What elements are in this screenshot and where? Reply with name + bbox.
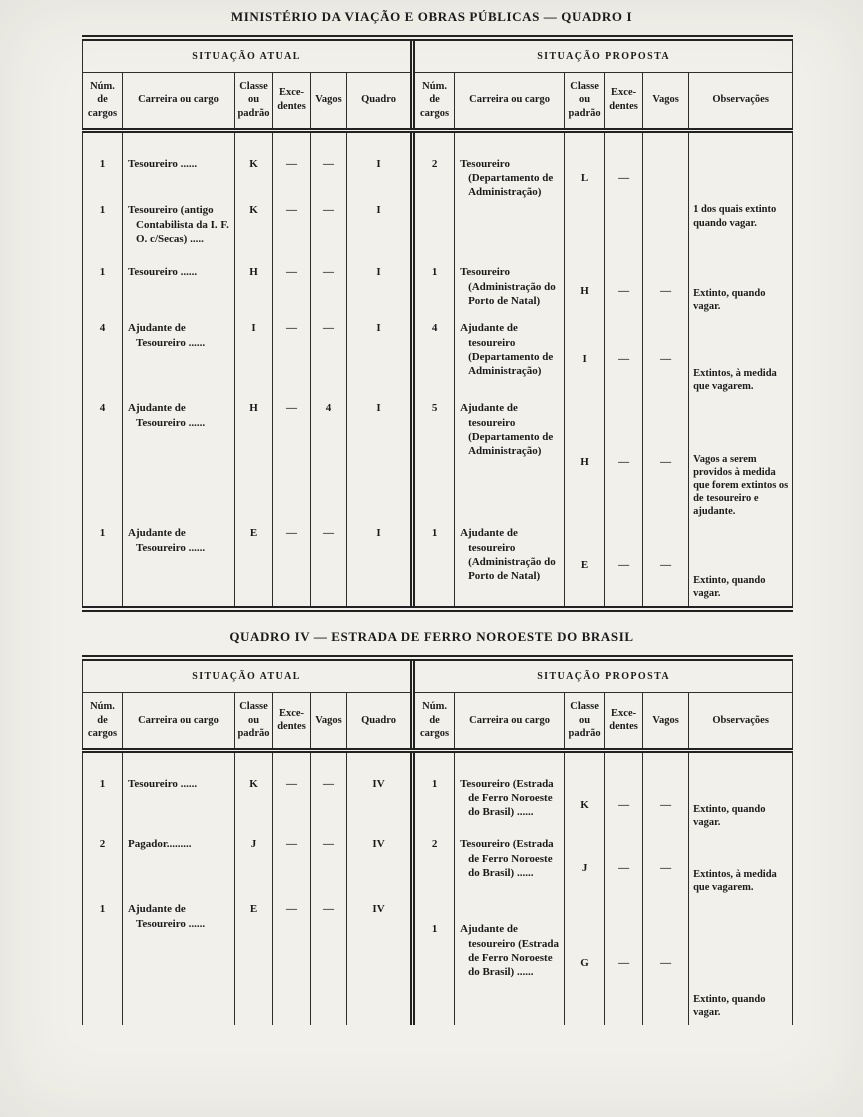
- cell-excedentes-proposta: [605, 201, 643, 263]
- cell-carreira-proposta: Tesoureiro (Estrada de Ferro Noroeste do Brasil) ......: [455, 750, 565, 835]
- cell-num-proposta: 2: [413, 835, 455, 900]
- cell-classe-proposta: J: [565, 835, 605, 900]
- cell-carreira-atual: Tesoureiro (antigo Contabilista da I. F. O. c/Secas) .....: [123, 201, 235, 263]
- cell-num-proposta: 1: [413, 524, 455, 609]
- cell-observacoes-proposta: Vagos a serem providos à medida que forem extintos os de tesoureiro e ajudante.: [689, 399, 793, 524]
- col-header-num-atual: Núm. de cargos: [83, 692, 123, 750]
- cell-carreira-proposta: Tesoureiro (Departamento de Administração): [455, 130, 565, 201]
- cell-vagos-atual: —: [311, 900, 347, 1025]
- table-row: [83, 835, 793, 900]
- cell-classe-proposta: [565, 201, 605, 263]
- cell-classe-atual: E: [235, 524, 273, 609]
- col-header-observacoes-proposta: Observações: [689, 692, 793, 750]
- cell-observacoes-proposta: Extinto, quando vagar.: [689, 263, 793, 319]
- section-header-row: [83, 38, 793, 72]
- cell-carreira-proposta: Ajudante de tesoureiro (Estrada de Ferro Noroeste do Brasil) ......: [455, 900, 565, 1025]
- page-title-quadro4: QUADRO IV — ESTRADA DE FERRO NOROESTE DO BRASIL: [229, 629, 634, 645]
- cell-vagos-proposta: [643, 130, 689, 201]
- cell-excedentes-proposta: —: [605, 319, 643, 399]
- cell-num-proposta: 1: [413, 263, 455, 319]
- cell-classe-atual: H: [235, 263, 273, 319]
- cell-carreira-atual: Ajudante de Tesoureiro ......: [123, 900, 235, 1025]
- cell-excedentes-atual: —: [273, 524, 311, 609]
- cell-observacoes-proposta: Extinto, quando vagar.: [689, 750, 793, 835]
- col-header-classe-atual: Classe ou padrão: [235, 692, 273, 750]
- section-header-proposta: SITUAÇÃO PROPOSTA: [413, 658, 793, 692]
- col-header-excedentes-atual: Exce- dentes: [273, 72, 311, 130]
- cell-classe-proposta: H: [565, 399, 605, 524]
- col-header-vagos-atual: Vagos: [311, 692, 347, 750]
- cell-classe-proposta: G: [565, 900, 605, 1025]
- col-header-excedentes-atual: Exce- dentes: [273, 692, 311, 750]
- cell-quadro-atual: I: [347, 319, 413, 399]
- cell-classe-atual: J: [235, 835, 273, 900]
- cell-excedentes-proposta: —: [605, 524, 643, 609]
- cell-num-atual: 4: [83, 319, 123, 399]
- page-title-quadro1: MINISTÉRIO DA VIAÇÃO E OBRAS PÚBLICAS — QUADRO I: [230, 9, 633, 24]
- cell-excedentes-atual: —: [273, 750, 311, 835]
- table-row: [83, 130, 793, 201]
- cell-vagos-proposta: —: [643, 835, 689, 900]
- col-header-classe-atual: Classe ou padrão: [235, 72, 273, 130]
- cell-excedentes-proposta: —: [605, 399, 643, 524]
- cell-quadro-atual: I: [347, 524, 413, 609]
- cell-vagos-proposta: —: [643, 524, 689, 609]
- col-header-classe-proposta: Classe ou padrão: [565, 692, 605, 750]
- table-row: [83, 750, 793, 835]
- cell-carreira-atual: Tesoureiro ......: [123, 750, 235, 835]
- cell-carreira-proposta: Ajudante de tesoureiro (Administração do Porto de Natal): [455, 524, 565, 609]
- cell-vagos-proposta: —: [643, 319, 689, 399]
- cell-observacoes-proposta: Extinto, quando vagar.: [689, 524, 793, 609]
- cell-num-atual: 1: [83, 130, 123, 201]
- section-header-atual: SITUAÇÃO ATUAL: [83, 38, 413, 72]
- cell-quadro-atual: I: [347, 399, 413, 524]
- cell-vagos-proposta: —: [643, 263, 689, 319]
- cell-carreira-atual: Ajudante de Tesoureiro ......: [123, 399, 235, 524]
- section-header-row: [83, 658, 793, 692]
- table-quadro1: [82, 35, 793, 612]
- cell-vagos-atual: —: [311, 263, 347, 319]
- cell-classe-atual: K: [235, 130, 273, 201]
- cell-excedentes-atual: —: [273, 201, 311, 263]
- section-header-proposta: SITUAÇÃO PROPOSTA: [413, 38, 793, 72]
- cell-classe-atual: K: [235, 750, 273, 835]
- cell-vagos-atual: —: [311, 201, 347, 263]
- cell-quadro-atual: IV: [347, 750, 413, 835]
- cell-vagos-atual: —: [311, 524, 347, 609]
- cell-excedentes-atual: —: [273, 399, 311, 524]
- cell-classe-atual: H: [235, 399, 273, 524]
- cell-carreira-atual: Ajudante de Tesoureiro ......: [123, 524, 235, 609]
- cell-num-proposta: 1: [413, 750, 455, 835]
- cell-vagos-proposta: —: [643, 399, 689, 524]
- cell-carreira-proposta: Ajudante de tesoureiro (Departamento de Administração): [455, 319, 565, 399]
- cell-vagos-atual: —: [311, 835, 347, 900]
- cell-vagos-atual: 4: [311, 399, 347, 524]
- cell-observacoes-proposta: [689, 130, 793, 201]
- cell-carreira-proposta: Tesoureiro (Estrada de Ferro Noroeste do Brasil) ......: [455, 835, 565, 900]
- cell-excedentes-atual: —: [273, 835, 311, 900]
- cell-vagos-proposta: —: [643, 900, 689, 1025]
- cell-excedentes-proposta: —: [605, 835, 643, 900]
- cell-quadro-atual: I: [347, 201, 413, 263]
- cell-carreira-proposta: [455, 201, 565, 263]
- table-row: [83, 524, 793, 609]
- col-header-carreira-proposta: Carreira ou cargo: [455, 72, 565, 130]
- table-quadro4: [82, 655, 793, 1025]
- cell-carreira-atual: Ajudante de Tesoureiro ......: [123, 319, 235, 399]
- cell-num-proposta: 2: [413, 130, 455, 201]
- col-header-num-proposta: Núm. de cargos: [413, 72, 455, 130]
- cell-excedentes-proposta: —: [605, 130, 643, 201]
- cell-vagos-proposta: [643, 201, 689, 263]
- column-header-row: [83, 692, 793, 750]
- table-row: [83, 319, 793, 399]
- table-row: [83, 399, 793, 524]
- cell-num-atual: 1: [83, 900, 123, 1025]
- cell-excedentes-atual: —: [273, 900, 311, 1025]
- cell-num-atual: 1: [83, 750, 123, 835]
- cell-vagos-atual: —: [311, 750, 347, 835]
- cell-excedentes-atual: —: [273, 263, 311, 319]
- col-header-carreira-atual: Carreira ou cargo: [123, 72, 235, 130]
- cell-classe-atual: E: [235, 900, 273, 1025]
- cell-quadro-atual: I: [347, 263, 413, 319]
- cell-num-proposta: 5: [413, 399, 455, 524]
- col-header-vagos-proposta: Vagos: [643, 692, 689, 750]
- cell-carreira-atual: Tesoureiro ......: [123, 130, 235, 201]
- col-header-excedentes-proposta: Exce- dentes: [605, 72, 643, 130]
- cell-observacoes-proposta: 1 dos quais extinto quando vagar.: [689, 201, 793, 263]
- col-header-observacoes-proposta: Observações: [689, 72, 793, 130]
- col-header-carreira-atual: Carreira ou cargo: [123, 692, 235, 750]
- cell-num-proposta: [413, 201, 455, 263]
- column-header-row: [83, 72, 793, 130]
- cell-excedentes-proposta: —: [605, 750, 643, 835]
- cell-num-proposta: 4: [413, 319, 455, 399]
- cell-num-atual: 1: [83, 263, 123, 319]
- cell-observacoes-proposta: Extintos, à medida que vagarem.: [689, 319, 793, 399]
- cell-classe-proposta: E: [565, 524, 605, 609]
- cell-excedentes-proposta: —: [605, 900, 643, 1025]
- cell-excedentes-atual: —: [273, 130, 311, 201]
- col-header-quadro-atual: Quadro: [347, 72, 413, 130]
- cell-quadro-atual: IV: [347, 900, 413, 1025]
- cell-vagos-atual: —: [311, 319, 347, 399]
- cell-num-atual: 4: [83, 399, 123, 524]
- cell-carreira-atual: Tesoureiro ......: [123, 263, 235, 319]
- col-header-num-atual: Núm. de cargos: [83, 72, 123, 130]
- cell-classe-proposta: I: [565, 319, 605, 399]
- cell-classe-proposta: L: [565, 130, 605, 201]
- col-header-vagos-atual: Vagos: [311, 72, 347, 130]
- cell-num-atual: 1: [83, 524, 123, 609]
- col-header-quadro-atual: Quadro: [347, 692, 413, 750]
- cell-classe-proposta: H: [565, 263, 605, 319]
- cell-classe-proposta: K: [565, 750, 605, 835]
- table-row: [83, 201, 793, 263]
- cell-observacoes-proposta: Extintos, à medida que vagarem.: [689, 835, 793, 900]
- cell-carreira-proposta: Ajudante de tesoureiro (Departamento de Administração): [455, 399, 565, 524]
- cell-num-atual: 1: [83, 201, 123, 263]
- col-header-carreira-proposta: Carreira ou cargo: [455, 692, 565, 750]
- cell-carreira-atual: Pagador.........: [123, 835, 235, 900]
- cell-vagos-proposta: —: [643, 750, 689, 835]
- table-row: [83, 263, 793, 319]
- section-header-atual: SITUAÇÃO ATUAL: [83, 658, 413, 692]
- cell-classe-atual: K: [235, 201, 273, 263]
- col-header-num-proposta: Núm. de cargos: [413, 692, 455, 750]
- col-header-excedentes-proposta: Exce- dentes: [605, 692, 643, 750]
- cell-num-atual: 2: [83, 835, 123, 900]
- cell-vagos-atual: —: [311, 130, 347, 201]
- cell-observacoes-proposta: Extinto, quando vagar.: [689, 900, 793, 1025]
- cell-carreira-proposta: Tesoureiro (Administração do Porto de Natal): [455, 263, 565, 319]
- cell-quadro-atual: IV: [347, 835, 413, 900]
- cell-num-proposta: 1: [413, 900, 455, 1025]
- cell-excedentes-proposta: —: [605, 263, 643, 319]
- col-header-vagos-proposta: Vagos: [643, 72, 689, 130]
- cell-quadro-atual: I: [347, 130, 413, 201]
- table-row: [83, 900, 793, 1025]
- cell-excedentes-atual: —: [273, 319, 311, 399]
- col-header-classe-proposta: Classe ou padrão: [565, 72, 605, 130]
- cell-classe-atual: I: [235, 319, 273, 399]
